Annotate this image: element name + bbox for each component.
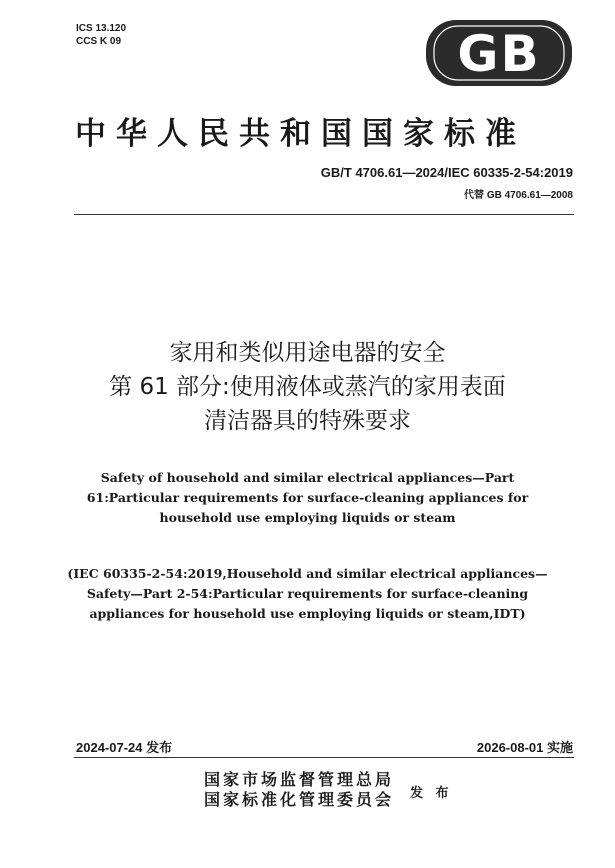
ics-ccs-codes [76,22,126,48]
gb-logo-text: GB [457,25,541,83]
bottom-divider [74,757,574,758]
title-cn-line2: 第 61 部分:使用液体或蒸汽的家用表面 [109,374,506,400]
issue-date: 2024-07-24 发布 [76,740,173,755]
title-cn-line3: 清洁器具的特殊要求 [204,408,411,434]
gb-logo [424,18,574,88]
country-title: 中华人民共和国国家标准 [75,116,526,152]
title-cn-line1: 家用和类似用途电器的安全 [169,340,446,366]
implementation-date: 2026-08-01 实施 [476,740,573,755]
top-divider [74,214,574,215]
replaces-standard: 代替 GB 4706.61—2008 [464,190,573,201]
ccs-code: CCS K 09 [76,36,122,47]
issuer-sac: 国家标准化管理委员会 [204,790,395,809]
title-en: Safety of household and similar electrical appliances—Part 61:Particular requirements for surface-cleaning appliances for household use employing liquids or steam [86,470,529,525]
standard-number: GB/T 4706.61—2024/IEC 60335-2-54:2019 [320,165,573,180]
ics-code: ICS 13.120 [76,23,127,34]
issuer-samr: 国家市场监督管理总局 [204,770,395,789]
issue-action: 发 布 [410,786,453,801]
issuing-authorities [204,770,394,810]
iec-reference: (IEC 60335-2-54:2019,Household and similar electrical appliances—Safety—Part 2-54:Particular requirements for surface-cleaning appliances for household use employing liquids or steam,IDT) [67,566,548,621]
